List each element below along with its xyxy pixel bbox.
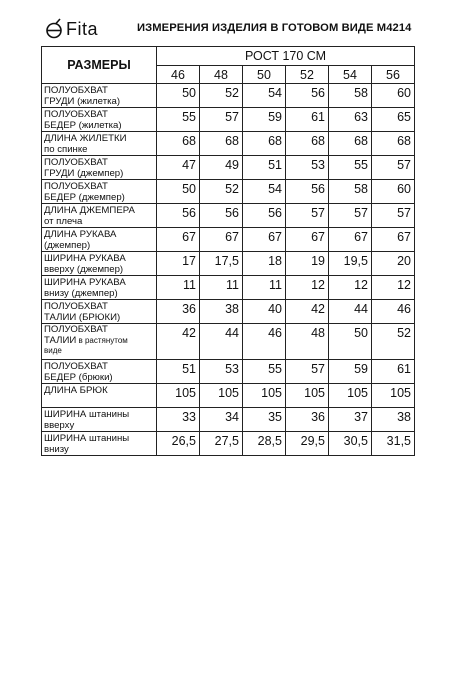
value-cell: 44 — [200, 324, 243, 360]
value-cell: 56 — [157, 204, 200, 228]
value-cell: 31,5 — [372, 432, 415, 456]
value-cell: 58 — [329, 84, 372, 108]
table-row — [42, 204, 415, 228]
value-cell: 105 — [200, 384, 243, 408]
label-line-1: ДЛИНА ДЖЕМПЕРА — [44, 205, 135, 216]
value-cell: 38 — [200, 300, 243, 324]
value-cell: 60 — [372, 180, 415, 204]
label-line-1: ШИРИНА штанины — [44, 409, 130, 420]
value-cell: 11 — [200, 276, 243, 300]
value-cell: 46 — [372, 300, 415, 324]
value-cell: 68 — [157, 132, 200, 156]
value-cell: 67 — [286, 228, 329, 252]
value-cell: 61 — [286, 108, 329, 132]
label-line-2: по спинке — [44, 144, 88, 155]
label-line-2: внизу — [44, 444, 69, 455]
value-cell: 47 — [157, 156, 200, 180]
value-cell: 12 — [286, 276, 329, 300]
value-cell: 52 — [200, 180, 243, 204]
measurement-label — [42, 432, 157, 456]
label-line-3: виде — [44, 346, 62, 356]
value-cell: 61 — [372, 360, 415, 384]
label-line-2: БЕДЕР (брюки) — [44, 372, 113, 383]
height-header-cell: РОСТ 170 СМ — [157, 47, 415, 66]
value-cell: 57 — [372, 204, 415, 228]
value-cell: 53 — [286, 156, 329, 180]
value-cell: 37 — [329, 408, 372, 432]
label-line-1: ДЛИНА БРЮК — [44, 385, 108, 396]
value-cell: 56 — [286, 84, 329, 108]
measurement-label — [42, 204, 157, 228]
value-cell: 34 — [200, 408, 243, 432]
value-cell: 49 — [200, 156, 243, 180]
value-cell: 19 — [286, 252, 329, 276]
value-cell: 33 — [157, 408, 200, 432]
value-cell: 63 — [329, 108, 372, 132]
label-line-1: ПОЛУОБХВАТ — [44, 301, 108, 312]
document-title: ИЗМЕРЕНИЯ ИЗДЕЛИЯ В ГОТОВОМ ВИДЕ М4214 — [137, 22, 412, 34]
value-cell: 46 — [243, 324, 286, 360]
table-row — [42, 324, 415, 360]
label-line-1: ДЛИНА РУКАВА — [44, 229, 117, 240]
measurement-label — [42, 384, 157, 408]
value-cell: 105 — [372, 384, 415, 408]
measurement-label — [42, 84, 157, 108]
value-cell: 54 — [243, 84, 286, 108]
value-cell: 57 — [329, 204, 372, 228]
value-cell: 55 — [329, 156, 372, 180]
measurement-label — [42, 360, 157, 384]
label-line-2: БЕДЕР (джемпер) — [44, 192, 125, 203]
measurement-label — [42, 408, 157, 432]
label-line-1: ПОЛУОБХВАТ — [44, 361, 108, 372]
value-cell: 38 — [372, 408, 415, 432]
measurement-label — [42, 300, 157, 324]
value-cell: 105 — [329, 384, 372, 408]
size-cell: 50 — [243, 66, 286, 84]
label-line-2: ТАЛИИ (БРЮКИ) — [44, 312, 121, 323]
value-cell: 52 — [372, 324, 415, 360]
value-cell: 105 — [286, 384, 329, 408]
measurement-label — [42, 108, 157, 132]
value-cell: 56 — [243, 204, 286, 228]
value-cell: 11 — [243, 276, 286, 300]
value-cell: 53 — [200, 360, 243, 384]
label-line-2: вверху (джемпер) — [44, 264, 124, 275]
label-line-1: ШИРИНА РУКАВА — [44, 253, 126, 264]
value-cell: 105 — [157, 384, 200, 408]
table-row — [42, 252, 415, 276]
value-cell: 105 — [243, 384, 286, 408]
label-line-1: ШИРИНА РУКАВА — [44, 277, 126, 288]
size-cell: 56 — [372, 66, 415, 84]
value-cell: 12 — [329, 276, 372, 300]
label-line-1: ПОЛУОБХВАТ — [44, 109, 108, 120]
value-cell: 57 — [286, 204, 329, 228]
label-line-1: ДЛИНА ЖИЛЕТКИ — [44, 133, 127, 144]
value-cell: 55 — [157, 108, 200, 132]
table-row — [42, 432, 415, 456]
measurement-label — [42, 156, 157, 180]
label-line-1: ШИРИНА штанины — [44, 433, 130, 444]
value-cell: 44 — [329, 300, 372, 324]
value-cell: 67 — [157, 228, 200, 252]
value-cell: 18 — [243, 252, 286, 276]
table-row — [42, 132, 415, 156]
size-cell: 54 — [329, 66, 372, 84]
value-cell: 67 — [200, 228, 243, 252]
value-cell: 42 — [286, 300, 329, 324]
value-cell: 27,5 — [200, 432, 243, 456]
table-row — [42, 108, 415, 132]
value-cell: 68 — [243, 132, 286, 156]
brand-logo — [44, 16, 98, 42]
value-cell: 59 — [329, 360, 372, 384]
label-line-2: внизу (джемпер) — [44, 288, 118, 299]
measurement-label — [42, 276, 157, 300]
label-line-2: ТАЛИИ — [44, 334, 77, 346]
value-cell: 42 — [157, 324, 200, 360]
value-cell: 36 — [157, 300, 200, 324]
value-cell: 67 — [372, 228, 415, 252]
label-line-2: от плеча — [44, 216, 83, 227]
value-cell: 40 — [243, 300, 286, 324]
table-row — [42, 84, 415, 108]
value-cell: 56 — [286, 180, 329, 204]
label-line-2-suffix: в растянутом — [76, 335, 128, 345]
value-cell: 30,5 — [329, 432, 372, 456]
value-cell: 17 — [157, 252, 200, 276]
value-cell: 58 — [329, 180, 372, 204]
size-cell: 52 — [286, 66, 329, 84]
value-cell: 12 — [372, 276, 415, 300]
value-cell: 67 — [243, 228, 286, 252]
value-cell: 29,5 — [286, 432, 329, 456]
value-cell: 52 — [200, 84, 243, 108]
value-cell: 54 — [243, 180, 286, 204]
value-cell: 51 — [243, 156, 286, 180]
logo-text: Fita — [66, 18, 99, 39]
value-cell: 56 — [200, 204, 243, 228]
value-cell: 50 — [157, 84, 200, 108]
value-cell: 67 — [329, 228, 372, 252]
label-line-1: ПОЛУОБХВАТ — [44, 181, 108, 192]
value-cell: 68 — [329, 132, 372, 156]
value-cell: 36 — [286, 408, 329, 432]
value-cell: 65 — [372, 108, 415, 132]
value-cell: 57 — [200, 108, 243, 132]
value-cell: 26,5 — [157, 432, 200, 456]
table-row — [42, 408, 415, 432]
value-cell: 50 — [329, 324, 372, 360]
page-header — [40, 16, 440, 42]
measurement-label — [42, 132, 157, 156]
value-cell: 17,5 — [200, 252, 243, 276]
table-row — [42, 180, 415, 204]
measurement-label — [42, 252, 157, 276]
table-row — [42, 276, 415, 300]
label-line-2: БЕДЕР (жилетка) — [44, 120, 122, 131]
value-cell: 60 — [372, 84, 415, 108]
value-cell: 68 — [200, 132, 243, 156]
label-line-2: ГРУДИ (жилетка) — [44, 96, 121, 107]
size-cell: 46 — [157, 66, 200, 84]
value-cell: 55 — [243, 360, 286, 384]
table-row — [42, 384, 415, 408]
label-line-2: вверху — [44, 420, 75, 431]
table-row — [42, 156, 415, 180]
measurement-label — [42, 324, 157, 360]
size-chart-table — [41, 46, 415, 456]
label-line-1: ПОЛУОБХВАТ — [44, 157, 108, 168]
table-row — [42, 360, 415, 384]
value-cell: 48 — [286, 324, 329, 360]
value-cell: 57 — [286, 360, 329, 384]
table-row — [42, 228, 415, 252]
sizes-header-cell: РАЗМЕРЫ — [42, 47, 157, 84]
value-cell: 19,5 — [329, 252, 372, 276]
value-cell: 68 — [286, 132, 329, 156]
value-cell: 28,5 — [243, 432, 286, 456]
label-line-1: ПОЛУОБХВАТ — [44, 324, 108, 335]
label-line-2: ГРУДИ (джемпер) — [44, 168, 124, 179]
label-line-2: (джемпер) — [44, 240, 91, 251]
measurement-label — [42, 180, 157, 204]
value-cell: 68 — [372, 132, 415, 156]
value-cell: 51 — [157, 360, 200, 384]
measurement-label — [42, 228, 157, 252]
value-cell: 11 — [157, 276, 200, 300]
value-cell: 59 — [243, 108, 286, 132]
value-cell: 20 — [372, 252, 415, 276]
value-cell: 50 — [157, 180, 200, 204]
value-cell: 35 — [243, 408, 286, 432]
fita-logo-icon — [44, 18, 64, 40]
size-cell: 48 — [200, 66, 243, 84]
label-line-1: ПОЛУОБХВАТ — [44, 85, 108, 96]
table-row — [42, 300, 415, 324]
value-cell: 57 — [372, 156, 415, 180]
